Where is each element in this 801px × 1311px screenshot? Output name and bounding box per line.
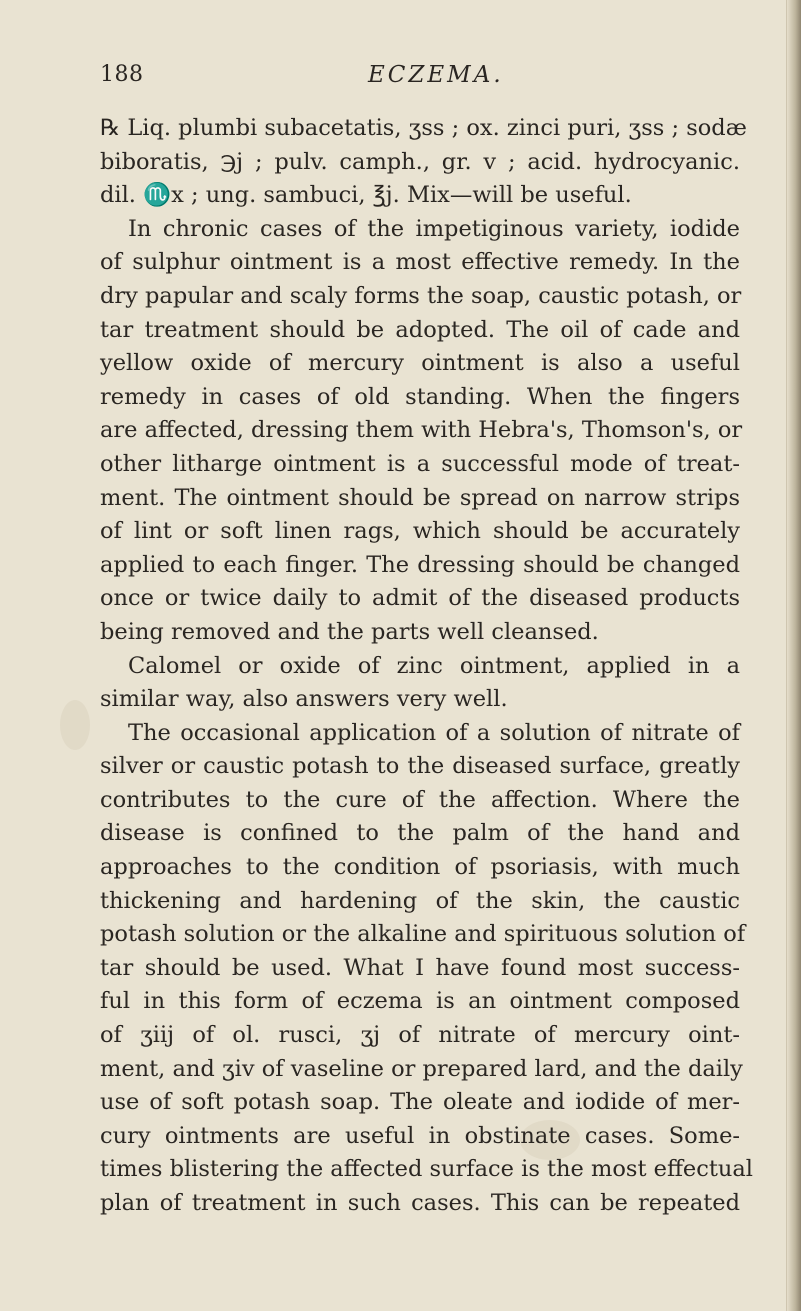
text-line: Calomel or oxide of zinc ointment, applied in a (128, 652, 740, 679)
text-line: once or twice daily to admit of the diseased products (100, 585, 740, 612)
text-line: ℞ Liq. plumbi subacetatis, ʒss ; ox. zinci puri, ʒss ; sodæ (100, 115, 747, 141)
text-line: potash solution or the alkaline and spirituous solution of (100, 921, 746, 948)
text-line: ful in this form of eczema is an ointment composed (100, 988, 740, 1015)
text-line: tar treatment should be adopted. The oil of cade and (100, 316, 740, 343)
text-line: other litharge ointment is a successful mode of treat- (100, 450, 740, 477)
text-line: applied to each finger. The dressing should be changed (100, 551, 740, 578)
text-line: contributes to the cure of the affection. Where the (100, 786, 740, 813)
text-line: thickening and hardening of the skin, the caustic (100, 887, 740, 914)
text-line: plan of treatment in such cases. This can be repeated (100, 1190, 740, 1216)
chapter-title: ECZEMA. (368, 62, 504, 88)
text-line: In chronic cases of the impetiginous variety, iodide (128, 215, 740, 242)
text-line: ment, and ʒiv of vaseline or prepared lard, and the daily (100, 1055, 743, 1082)
text-line: times blistering the affected surface is the most effectual (100, 1156, 753, 1183)
page-gutter-shadow (787, 0, 801, 1311)
text-line: being removed and the parts well cleansed. (100, 618, 599, 645)
text-line: remedy in cases of old standing. When the fingers (100, 383, 740, 410)
text-line: approaches to the condition of psoriasis, with much (100, 854, 740, 881)
text-line: biboratis, ℈j ; pulv. camph., gr. v ; acid. hydrocyanic. (100, 148, 740, 175)
text-line: of lint or soft linen rags, which should be accurately (100, 518, 740, 545)
text-line: similar way, also answers very well. (100, 686, 508, 713)
text-line: tar should be used. What I have found most success- (100, 954, 740, 981)
text-line: ment. The ointment should be spread on narrow strips (100, 484, 740, 511)
paper-stain (60, 700, 90, 750)
text-line: dil. ♏x ; ung. sambuci, ℥j. Mix—will be useful. (100, 182, 632, 209)
body-text (100, 112, 753, 1221)
text-line: cury ointments are useful in obstinate cases. Some- (100, 1122, 740, 1149)
text-line: of sulphur ointment is a most effective remedy. In the (100, 249, 740, 276)
text-line: disease is confined to the palm of the hand and (100, 820, 740, 847)
text-line: silver or caustic potash to the diseased surface, greatly (100, 753, 740, 780)
text-line: use of soft potash soap. The oleate and iodide of mer- (100, 1089, 740, 1116)
text-line: are affected, dressing them with Hebra's, Thomson's, or (100, 417, 743, 444)
text-line: yellow oxide of mercury ointment is also a useful (100, 350, 740, 377)
text-line: The occasional application of a solution of nitrate of (128, 719, 740, 746)
page-number: 188 (100, 62, 144, 87)
text-line: dry papular and scaly forms the soap, caustic potash, or (100, 282, 742, 309)
running-head (100, 62, 740, 96)
text-line: of ʒiij of ol. rusci, ʒj of nitrate of mercury oint- (100, 1022, 740, 1049)
